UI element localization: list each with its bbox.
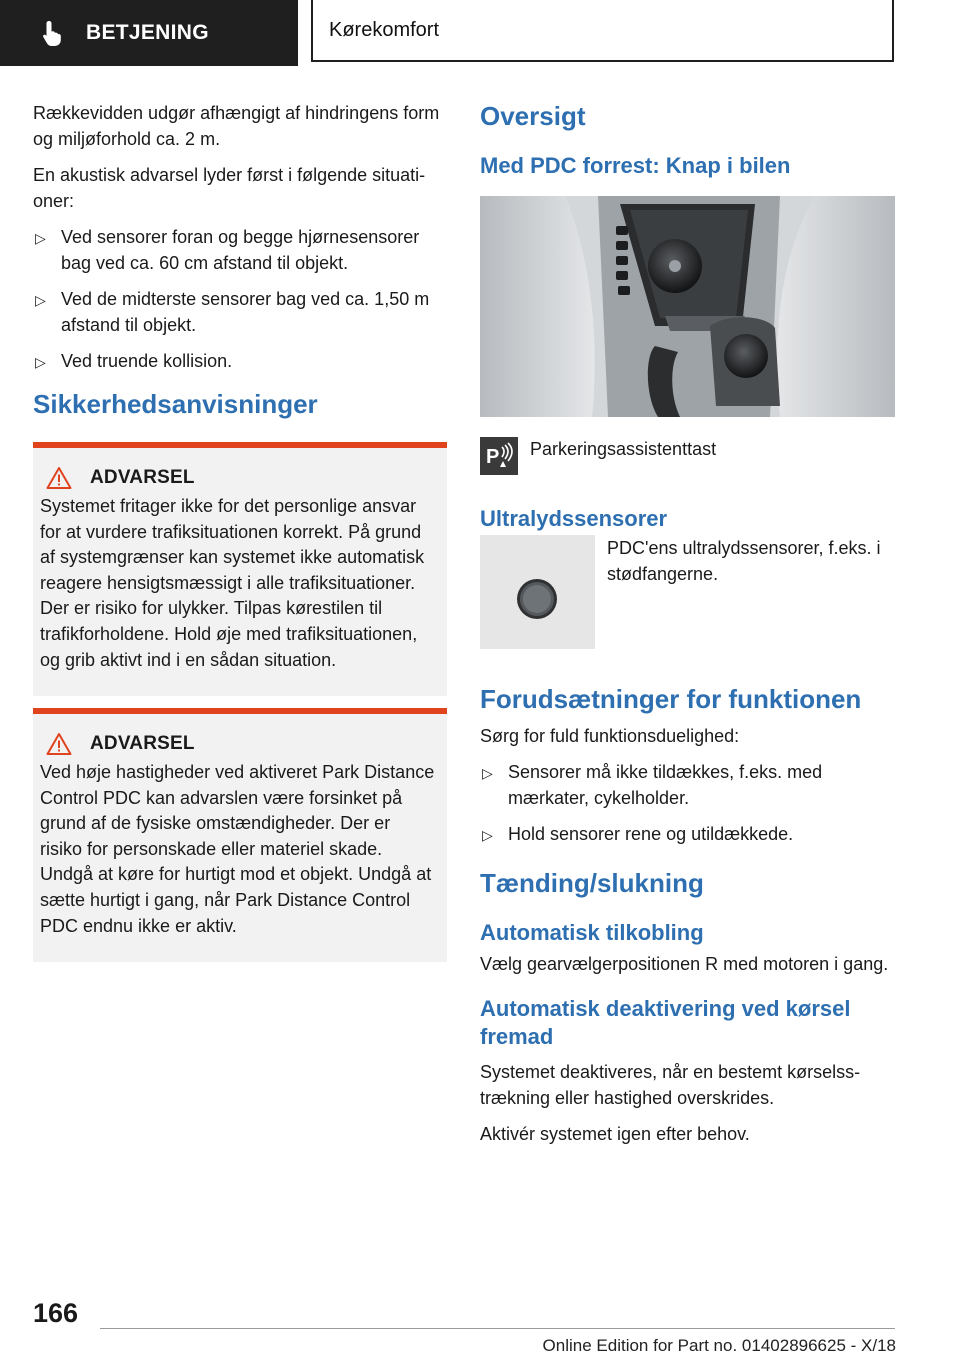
pdc-button-row xyxy=(480,437,895,475)
left-column xyxy=(33,100,447,974)
bullet-triangle-icon: ▷ xyxy=(482,827,493,843)
overview-heading: Oversigt xyxy=(480,101,586,131)
bullet-triangle-icon: ▷ xyxy=(35,292,46,308)
warning-box xyxy=(33,442,447,696)
chapter-tab xyxy=(311,0,894,62)
bullet-triangle-icon: ▷ xyxy=(35,230,46,246)
list-item: ▷ Hold sensorer rene og utildækkede. xyxy=(480,821,895,847)
right-column xyxy=(480,100,895,1157)
auto-on-heading: Automatisk tilkobling xyxy=(480,920,704,945)
auto-off-text: Systemet deaktiveres, når en bestemt kørselsstrækning eller hastighed overskrides. xyxy=(480,1062,861,1108)
warning-box xyxy=(33,708,447,962)
auto-off-heading: Automatisk deaktivering ved kørsel fremad xyxy=(480,996,851,1049)
sensor-row xyxy=(480,535,895,649)
auto-off-text: Aktivér systemet igen efter behov. xyxy=(480,1124,750,1144)
section-label: BETJENING xyxy=(86,21,209,44)
svg-text:P: P xyxy=(486,446,500,468)
prereq-intro: Sørg for fuld funktionsduelighed: xyxy=(480,726,740,746)
pdc-front-heading: Med PDC forrest: Knap i bilen xyxy=(480,153,791,178)
edition-note: Online Edition for Part no. 01402896625 - X/18 xyxy=(542,1336,896,1355)
warning-triangle-icon xyxy=(46,466,72,490)
ultrasound-heading: Ultralydssensorer xyxy=(480,506,668,531)
warning-title: ADVARSEL xyxy=(40,466,437,490)
warning-text: Ved høje hastigheder ved aktiveret Park Distance Control PDC kan advarslen være forsinket på grund af de fysiske omstændigheder. Der er risiko for personskade eller materiel skade. Undgå at køre for hurtigt mod et objekt. Undgå at sætte hurtigt i gang, når Park Distance Control PDC endnu ikke er aktiv. xyxy=(40,762,435,936)
warning-title: ADVARSEL xyxy=(40,732,437,756)
safety-heading: Sikkerhedsanvisninger xyxy=(33,389,318,419)
warning-situations-list xyxy=(33,224,447,374)
bullet-triangle-icon: ▷ xyxy=(482,765,493,781)
chapter-title: Kørekomfort xyxy=(329,18,440,41)
warning-triangle-icon xyxy=(46,732,72,756)
onoff-heading: Tænding/slukning xyxy=(480,868,704,898)
ultrasound-text: PDC'ens ultralydssensorer, f.eks. i stødfangerne. xyxy=(607,538,881,584)
intro-paragraph: En akustisk advarsel lyder først i følgende situationer: xyxy=(33,165,426,211)
center-console-illustration xyxy=(480,196,895,417)
auto-on-text: Vælg gearvælgerpositionen R med motoren i gang. xyxy=(480,954,889,974)
prereq-list xyxy=(480,759,895,847)
center-console-photo xyxy=(480,196,895,417)
warning-text: Systemet fritager ikke for det personlige ansvar for at vurdere trafiksituationen korrekt. På grund af systemgrænser kan systemet ikke automatisk reagere hensigtsmæssigt i alle trafiksituationer. Der er risiko for ulykker. Tilpas kørestilen til trafikforholdene. Hold øje med trafiksituationen, og grib aktivt ind i en sådan situation. xyxy=(40,496,425,670)
pdc-button-label: Parkeringsassistenttast xyxy=(530,439,717,459)
hand-pointer-icon xyxy=(38,18,68,48)
ultrasound-sensor-image xyxy=(480,535,595,649)
section-tab xyxy=(0,0,298,66)
list-item: ▷ Sensorer må ikke tildækkes, f.eks. med mærkater, cykelholder. xyxy=(482,762,823,808)
list-item: ▷ Ved sensorer foran og begge hjørnesensorer bag ved ca. 60 cm afstand til objekt. xyxy=(35,227,420,273)
prereq-heading: Forudsætninger for funktionen xyxy=(480,684,862,714)
intro-paragraph: Rækkevidden udgør afhængigt af hindringens form og miljøforhold ca. 2 m. xyxy=(33,103,440,149)
footer-divider xyxy=(100,1328,895,1329)
page-number: 166 xyxy=(33,1298,79,1328)
list-item: ▷ Ved truende kollision. xyxy=(33,348,447,374)
bullet-triangle-icon: ▷ xyxy=(35,354,46,370)
pdc-parking-icon xyxy=(480,437,518,475)
list-item: ▷ Ved de midterste sensorer bag ved ca. 1,50 m afstand til objekt. xyxy=(35,289,430,335)
